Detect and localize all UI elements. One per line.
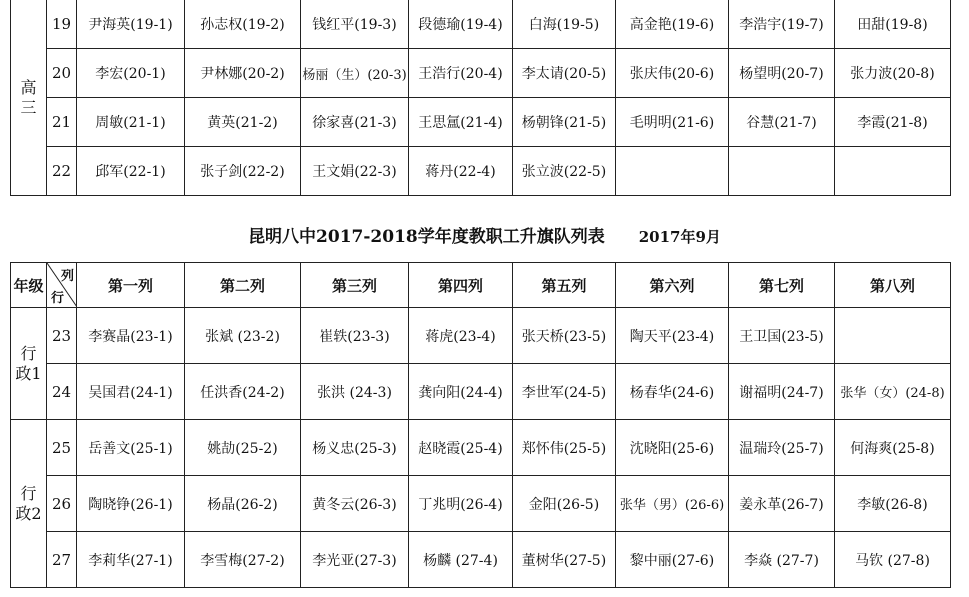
name-cell: 吴国君(24-1) [77, 364, 185, 420]
name-cell: 郑怀伟(25-5) [513, 420, 616, 476]
name-cell: 高金艳(19-6) [616, 0, 729, 49]
name-cell: 赵晓霞(25-4) [409, 420, 513, 476]
table-row [11, 420, 951, 476]
name-cell: 谷慧(21-7) [729, 98, 835, 147]
name-cell: 龚向阳(24-4) [409, 364, 513, 420]
group-label: 行 政2 [11, 420, 47, 588]
table-row [11, 0, 951, 49]
table-row [11, 308, 951, 364]
name-cell: 陶晓铮(26-1) [77, 476, 185, 532]
column-header: 第七列 [729, 263, 835, 308]
name-cell: 王卫国(23-5) [729, 308, 835, 364]
table-row [11, 98, 951, 147]
name-cell: 何海爽(25-8) [835, 420, 951, 476]
table-row [11, 364, 951, 420]
name-cell: 金阳(26-5) [513, 476, 616, 532]
name-cell: 张斌 (23-2) [185, 308, 301, 364]
row-number: 20 [47, 49, 77, 98]
diagonal-header [47, 263, 77, 308]
name-cell: 李宏(20-1) [77, 49, 185, 98]
name-cell: 杨丽（生）(20-3) [301, 49, 409, 98]
name-cell: 杨义忠(25-3) [301, 420, 409, 476]
title-text: 昆明八中2017-2018学年度教职工升旗队列表 [248, 227, 605, 247]
row-number: 22 [47, 147, 77, 196]
name-cell: 田甜(19-8) [835, 0, 951, 49]
name-cell: 黄英(21-2) [185, 98, 301, 147]
admin-table-body [11, 308, 951, 588]
row-number: 24 [47, 364, 77, 420]
name-cell: 张天桥(23-5) [513, 308, 616, 364]
name-cell: 李莉华(27-1) [77, 532, 185, 588]
name-cell: 姚劼(25-2) [185, 420, 301, 476]
table-row [11, 532, 951, 588]
name-cell: 李浩宇(19-7) [729, 0, 835, 49]
name-cell: 马钦 (27-8) [835, 532, 951, 588]
column-header: 第一列 [77, 263, 185, 308]
row-number: 27 [47, 532, 77, 588]
diag-column-label: 列 [61, 269, 75, 284]
name-cell: 杨望明(20-7) [729, 49, 835, 98]
column-header: 第六列 [616, 263, 729, 308]
name-cell: 邱军(22-1) [77, 147, 185, 196]
name-cell: 孙志权(19-2) [185, 0, 301, 49]
row-number: 23 [47, 308, 77, 364]
name-cell: 崔轶(23-3) [301, 308, 409, 364]
name-cell: 黄冬云(26-3) [301, 476, 409, 532]
name-cell [835, 147, 951, 196]
name-cell: 李光亚(27-3) [301, 532, 409, 588]
name-cell: 段德瑜(19-4) [409, 0, 513, 49]
name-cell [729, 147, 835, 196]
name-cell: 谢福明(24-7) [729, 364, 835, 420]
name-cell: 尹林娜(20-2) [185, 49, 301, 98]
name-cell: 张庆伟(20-6) [616, 49, 729, 98]
grade-header: 年级 [11, 263, 47, 308]
name-cell: 黎中丽(27-6) [616, 532, 729, 588]
name-cell: 任洪香(24-2) [185, 364, 301, 420]
name-cell: 李雪梅(27-2) [185, 532, 301, 588]
name-cell: 张华（男）(26-6) [616, 476, 729, 532]
name-cell: 杨晶(26-2) [185, 476, 301, 532]
name-cell: 张洪 (24-3) [301, 364, 409, 420]
table-row [11, 49, 951, 98]
column-header: 第三列 [301, 263, 409, 308]
name-cell: 董树华(27-5) [513, 532, 616, 588]
name-cell: 张立波(22-5) [513, 147, 616, 196]
name-cell: 王文娟(22-3) [301, 147, 409, 196]
title-date: 2017年9月 [638, 228, 721, 246]
table-row [11, 147, 951, 196]
admin-table [10, 262, 951, 588]
name-cell: 王浩行(20-4) [409, 49, 513, 98]
name-cell: 李太请(20-5) [513, 49, 616, 98]
row-number: 26 [47, 476, 77, 532]
name-cell: 李世军(24-5) [513, 364, 616, 420]
senior-three-table-body [11, 0, 951, 196]
name-cell: 钱红平(19-3) [301, 0, 409, 49]
name-cell: 李焱 (27-7) [729, 532, 835, 588]
name-cell: 温瑞玲(25-7) [729, 420, 835, 476]
name-cell: 陶天平(23-4) [616, 308, 729, 364]
name-cell: 张力波(20-8) [835, 49, 951, 98]
group-label: 行 政1 [11, 308, 47, 420]
name-cell: 杨春华(24-6) [616, 364, 729, 420]
column-header: 第四列 [409, 263, 513, 308]
row-number: 19 [47, 0, 77, 49]
name-cell [616, 147, 729, 196]
diag-row-label: 行 [51, 291, 65, 306]
name-cell: 张子剑(22-2) [185, 147, 301, 196]
column-header: 第五列 [513, 263, 616, 308]
group-label: 高 三 [11, 0, 47, 196]
page-title [0, 222, 969, 247]
name-cell: 徐家喜(21-3) [301, 98, 409, 147]
name-cell: 姜永革(26-7) [729, 476, 835, 532]
name-cell: 尹海英(19-1) [77, 0, 185, 49]
senior-three-table [10, 0, 951, 196]
row-number: 25 [47, 420, 77, 476]
name-cell: 周敏(21-1) [77, 98, 185, 147]
name-cell: 李霞(21-8) [835, 98, 951, 147]
column-header: 第八列 [835, 263, 951, 308]
column-header: 第二列 [185, 263, 301, 308]
name-cell: 蒋虎(23-4) [409, 308, 513, 364]
name-cell: 杨朝锋(21-5) [513, 98, 616, 147]
name-cell: 毛明明(21-6) [616, 98, 729, 147]
name-cell: 李敏(26-8) [835, 476, 951, 532]
name-cell: 丁兆明(26-4) [409, 476, 513, 532]
name-cell: 蒋丹(22-4) [409, 147, 513, 196]
name-cell: 李赛晶(23-1) [77, 308, 185, 364]
name-cell: 白海(19-5) [513, 0, 616, 49]
name-cell: 王思氲(21-4) [409, 98, 513, 147]
name-cell: 沈晓阳(25-6) [616, 420, 729, 476]
name-cell: 杨麟 (27-4) [409, 532, 513, 588]
name-cell: 岳善文(25-1) [77, 420, 185, 476]
table-row [11, 476, 951, 532]
name-cell: 张华（女）(24-8) [835, 364, 951, 420]
row-number: 21 [47, 98, 77, 147]
header-row [11, 263, 951, 308]
name-cell [835, 308, 951, 364]
